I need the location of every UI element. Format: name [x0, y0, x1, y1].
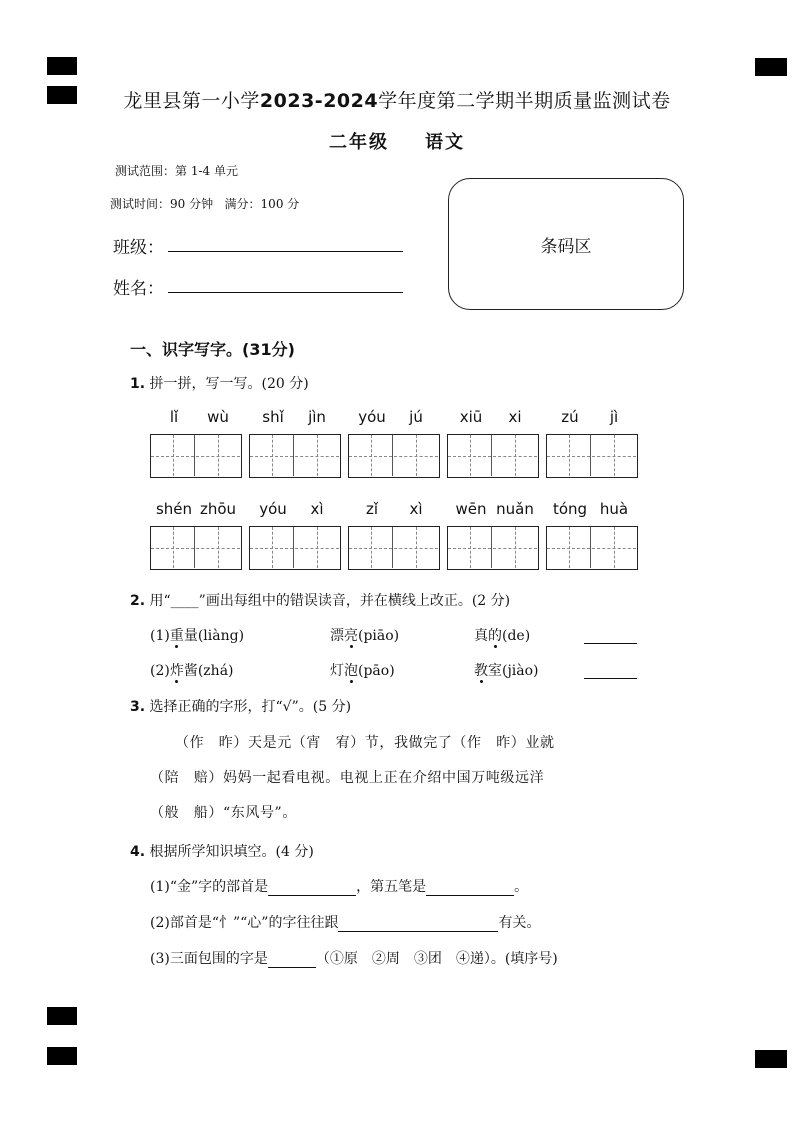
barcode-label: 条码区: [540, 236, 592, 257]
answer-line[interactable]: [584, 643, 637, 644]
fill-text: (3)三面包围的字是: [150, 951, 268, 967]
test-scope: 测试范围：第 1-4 单元: [115, 164, 238, 178]
pinyin: xì: [409, 500, 423, 518]
barcode-area: [448, 178, 684, 310]
writing-box[interactable]: [546, 526, 638, 570]
row-label: (2): [150, 663, 170, 679]
fill-text: ，第五笔是: [356, 879, 427, 895]
question-text: 选择正确的字形，打“√”。(5 分): [149, 699, 352, 715]
q2-row-2: [150, 660, 234, 680]
registration-mark: [755, 58, 787, 76]
writing-box[interactable]: [249, 434, 341, 478]
title-exam: 学年度第二学期半期质量监测试卷: [378, 90, 671, 112]
q4-line-2: [150, 912, 540, 932]
title-school: 龙里县第一小学: [123, 90, 260, 112]
word-part: (de): [502, 628, 531, 644]
q4-line-1: [150, 876, 528, 896]
pinyin: huà: [599, 500, 629, 518]
word-part: (piāo): [358, 628, 400, 644]
dotted-char: 亮: [344, 628, 358, 644]
q2-item: [330, 660, 395, 680]
question-number: 4.: [130, 844, 146, 860]
word-part: 灯: [330, 663, 344, 679]
pinyin-group: [546, 500, 638, 518]
pinyin-group: [150, 408, 242, 426]
pinyin: wēn: [455, 500, 487, 518]
question-1: [130, 373, 309, 393]
pinyin-group: [150, 500, 242, 518]
question-text: 用“____”画出每组中的错误读音，并在横线上改正。(2 分): [149, 593, 511, 609]
pinyin: tóng: [552, 500, 588, 518]
word-part: (pāo): [358, 663, 395, 679]
pinyin: zǐ: [365, 500, 379, 518]
q4-line-3: [150, 948, 558, 968]
pinyin: jì: [609, 408, 619, 426]
pinyin-group: [447, 408, 539, 426]
pinyin: jìn: [308, 408, 326, 426]
registration-mark: [47, 57, 77, 75]
q2-item: [474, 625, 530, 645]
question-4: [130, 841, 314, 861]
word-part: 酱(zhá): [183, 663, 234, 679]
title-years: 2023-2024: [259, 90, 379, 112]
pinyin: yóu: [358, 408, 386, 426]
registration-mark: [47, 1007, 77, 1025]
grade-label: 二年级: [329, 132, 389, 153]
fill-blank[interactable]: [338, 915, 498, 932]
test-time: [110, 195, 299, 212]
q2-row-1: [150, 625, 244, 645]
registration-mark: [755, 1050, 787, 1068]
question-3: [130, 696, 351, 716]
writing-box[interactable]: [150, 526, 242, 570]
dotted-char: 炸: [169, 663, 184, 679]
writing-box[interactable]: [348, 434, 440, 478]
q3-line-1: （作 昨）天是元（宵 宥）节，我做完了（作 昨）业就: [175, 735, 555, 751]
pinyin: shén: [155, 500, 193, 518]
dotted-char: 泡: [344, 663, 358, 679]
row-label: (1): [150, 628, 170, 644]
pinyin: xì: [310, 500, 324, 518]
writing-box[interactable]: [249, 526, 341, 570]
pinyin: jú: [409, 408, 423, 426]
writing-box[interactable]: [447, 526, 539, 570]
fill-text: 有关。: [498, 915, 541, 931]
score-value: 满分：100 分: [224, 197, 300, 211]
dotted-char: 教: [474, 663, 488, 679]
pinyin-group: [348, 408, 440, 426]
writing-box[interactable]: [348, 526, 440, 570]
section-title: 一、识字写字。(31分): [130, 340, 295, 359]
time-value: 测试时间：90 分钟: [110, 197, 214, 211]
writing-box[interactable]: [150, 434, 242, 478]
word-part: 室(jiào): [488, 663, 539, 679]
registration-mark: [47, 1047, 77, 1065]
answer-line[interactable]: [584, 678, 637, 679]
q3-line-2: （陪 赔）妈妈一起看电视。电视上正在介绍中国万吨级远洋: [150, 770, 545, 786]
writing-box[interactable]: [546, 434, 638, 478]
question-number: 3.: [130, 699, 146, 715]
pinyin: wù: [207, 408, 229, 426]
question-number: 1.: [130, 376, 146, 392]
dotted-char: 重: [169, 628, 184, 644]
pinyin: xi: [508, 408, 522, 426]
word-part: 漂: [330, 628, 344, 644]
fill-text: （①原 ②周 ③团 ④递）。(填序号): [315, 951, 558, 967]
pinyin: nuǎn: [496, 500, 534, 518]
q2-item: [330, 625, 399, 645]
question-number: 2.: [130, 593, 146, 609]
fill-text: (2)部首是“忄”“心”的字往往跟: [150, 915, 339, 931]
name-label: 姓名：: [113, 279, 164, 299]
dotted-char: 的: [488, 628, 502, 644]
pinyin-group: [447, 500, 539, 518]
fill-blank[interactable]: [268, 879, 356, 896]
pinyin: shǐ: [262, 408, 284, 426]
q2-item: [474, 660, 539, 680]
question-text: 拼一拼，写一写。(20 分): [149, 376, 309, 392]
q3-line-3: （般 船）“东风号”。: [150, 805, 297, 821]
pinyin-group: [546, 408, 638, 426]
fill-blank[interactable]: [426, 879, 514, 896]
question-text: 根据所学知识填空。(4 分): [149, 844, 314, 860]
page-title: [0, 86, 794, 113]
pinyin: xiū: [459, 408, 483, 426]
pinyin-group: [348, 500, 440, 518]
pinyin: zú: [561, 408, 579, 426]
class-label: 班级：: [113, 238, 164, 258]
word-part: 量(liàng): [183, 628, 245, 644]
pinyin: zhōu: [199, 500, 237, 518]
pinyin-group: [249, 408, 341, 426]
word-part: 真: [474, 628, 488, 644]
writing-box[interactable]: [447, 434, 539, 478]
name-input[interactable]: [168, 292, 403, 293]
fill-blank[interactable]: [268, 951, 316, 968]
question-2: [130, 590, 510, 610]
grade-subject: [0, 128, 794, 154]
pinyin: yóu: [259, 500, 287, 518]
fill-text: 。: [514, 879, 529, 895]
pinyin: lǐ: [169, 408, 179, 426]
class-input[interactable]: [168, 251, 403, 252]
pinyin-group: [249, 500, 341, 518]
fill-text: (1)“金”字的部首是: [150, 879, 269, 895]
subject-label: 语文: [425, 132, 465, 153]
